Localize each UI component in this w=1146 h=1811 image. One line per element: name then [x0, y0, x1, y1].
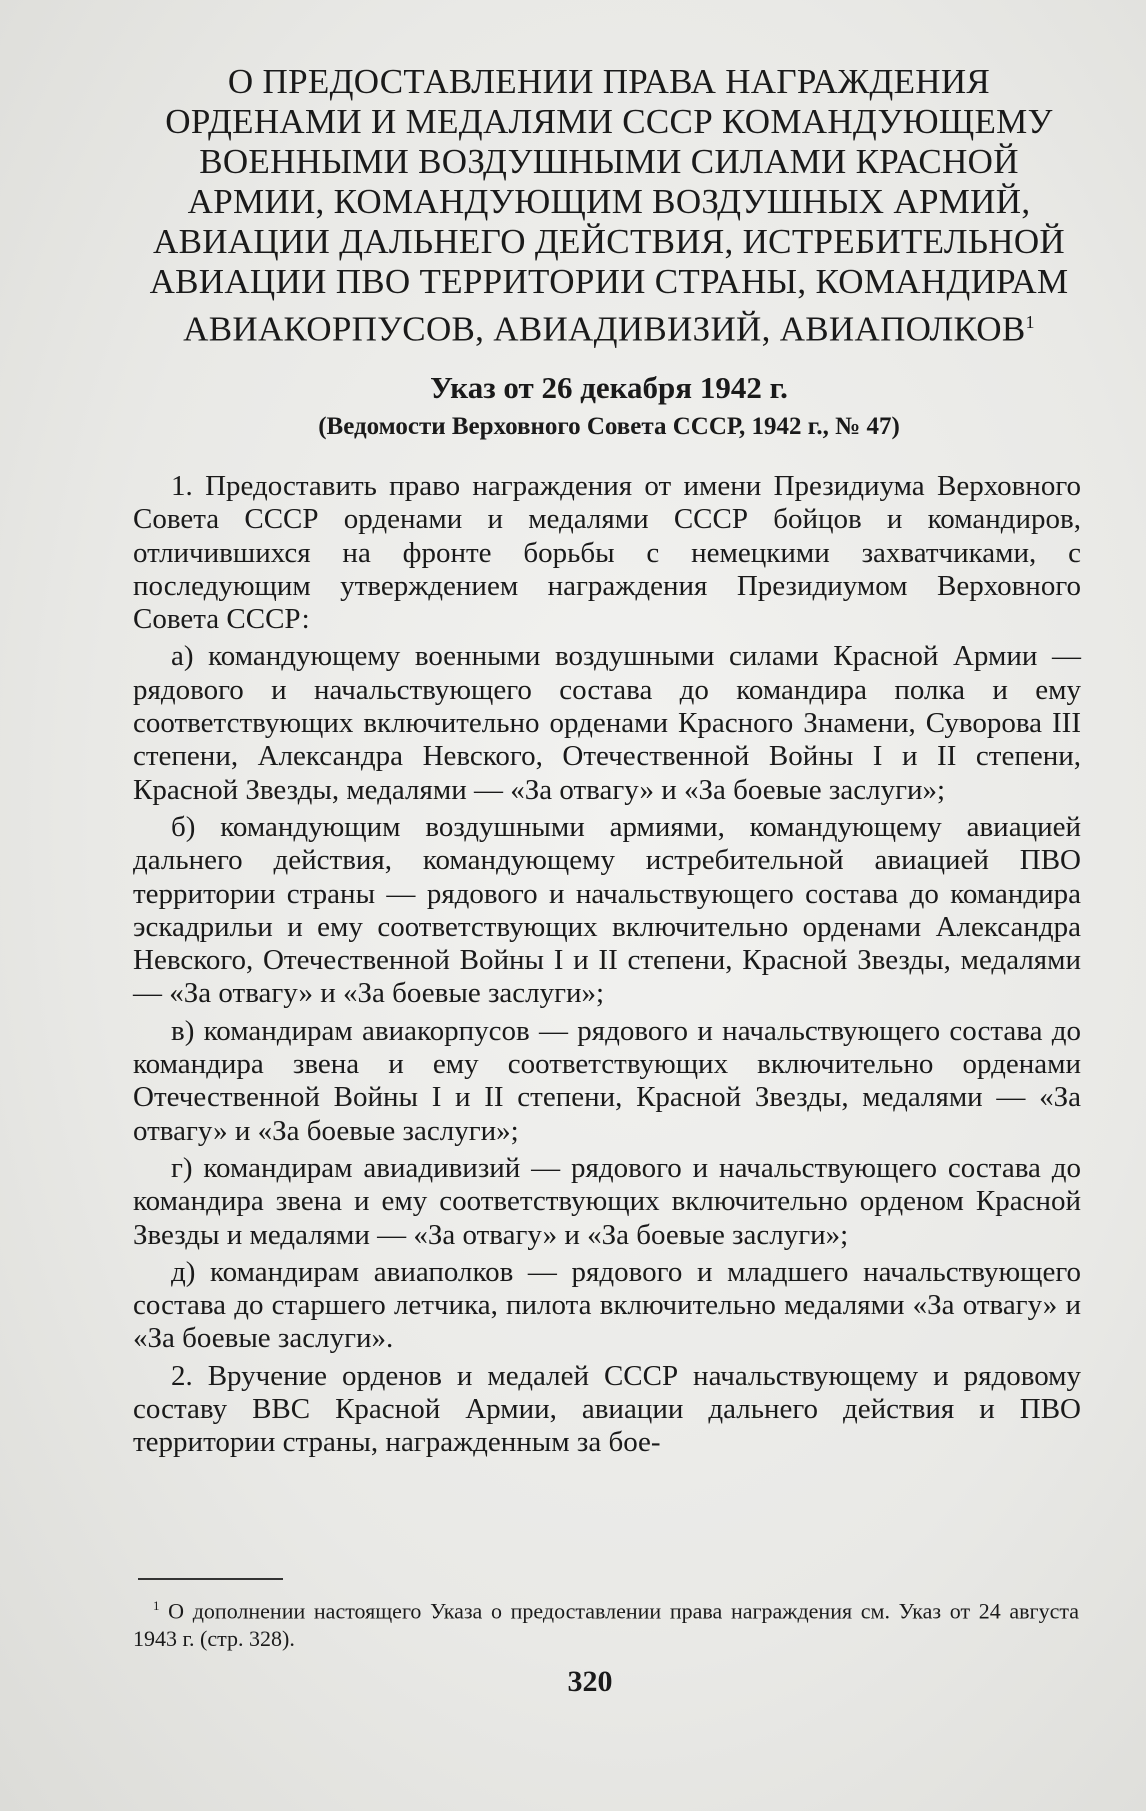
decree-date: Указ от 26 декабря 1942 г. [430, 370, 788, 405]
document-title [130, 62, 1088, 350]
paragraph-d: д) командирам авиаполков — рядового и младшего начальствующего состава до старшего летчика, пилота включительно медалями «За отвагу» и «За боевые заслуги». [133, 1255, 1081, 1355]
publication-source: (Ведомости Верховного Совета СССР, 1942 г., № 47) [318, 413, 900, 440]
document-body [133, 470, 1081, 1464]
paragraph-1: 1. Предоставить право награждения от имени Президиума Верховного Совета СССР орденами и медалями СССР бойцов и командиров, отличившихся на фронте борьбы с немецкими захватчиками, с последующим утверждением награждения Президиумом Верховного Совета СССР: [133, 470, 1081, 636]
footnote-text: О дополнении настоящего Указа о предоставлении права награждения см. Указ от 24 августа 1943 г. (стр. 328). [133, 1598, 1079, 1652]
title-line: АВИАКОРПУСОВ, АВИАДИВИЗИЙ, АВИАПОЛКОВ [183, 309, 1026, 349]
footnote [133, 1592, 1079, 1653]
footnote-mark: 1 [153, 1598, 160, 1613]
title-line: ОРДЕНАМИ И МЕДАЛЯМИ СССР КОМАНДУЮЩЕМУ [165, 102, 1053, 141]
title-line-last [130, 302, 1088, 350]
paragraph-a: а) командующему военными воздушными силами Красной Армии — рядового и начальствующего состава до командира полка и ему соответствующих включительно орденами Красного Знамени, Суворова III степени, Александра Невского, Отечественной Войны I и II степени, Красной Звезды, медалями — «За отвагу» и «За боевые заслуги»; [133, 640, 1081, 806]
title-line: АВИАЦИИ ПВО ТЕРРИТОРИИ СТРАНЫ, КОМАНДИРАМ [149, 262, 1069, 301]
page-number: 320 [567, 1665, 613, 1698]
paragraph-v: в) командирам авиакорпусов — рядового и начальствующего состава до командира звена и ему соответствующих включительно орденами Отечественной Войны I и II степени, Красной Звезды, медалями — «За отвагу» и «За боевые заслуги»; [133, 1014, 1081, 1147]
paragraph-g: г) командирам авиадивизий — рядового и начальствующего состава до командира звена и ему соответствующих включительно орденом Красной Звезды и медалями — «За отвагу» и «За боевые заслуги»; [133, 1151, 1081, 1251]
title-line: О ПРЕДОСТАВЛЕНИИ ПРАВА НАГРАЖДЕНИЯ [227, 62, 991, 101]
paragraph-b: б) командующим воздушными армиями, командующему авиацией дальнего действия, командующему истребительной авиацией ПВО территории страны — рядового и начальствующего состава до командира эскадрильи и ему соответствующих включительно орденами Александра Невского, Отечественной Войны I и II степени, Красной Звезды, медалями — «За отвагу» и «За боевые заслуги»; [133, 810, 1081, 1010]
footnote-divider [138, 1578, 283, 1580]
title-line: АВИАЦИИ ДАЛЬНЕГО ДЕЙСТВИЯ, ИСТРЕБИТЕЛЬНОЙ [153, 222, 1065, 261]
title-line: АРМИИ, КОМАНДУЮЩИМ ВОЗДУШНЫХ АРМИЙ, [187, 182, 1031, 221]
title-footnote-mark: 1 [1025, 312, 1035, 332]
title-line: ВОЕННЫМИ ВОЗДУШНЫМИ СИЛАМИ КРАСНОЙ [199, 142, 1019, 181]
paragraph-2: 2. Вручение орденов и медалей СССР начальствующему и рядовому составу ВВС Красной Армии, авиации дальнего действия и ПВО территории страны, награжденным за бое- [133, 1359, 1081, 1459]
